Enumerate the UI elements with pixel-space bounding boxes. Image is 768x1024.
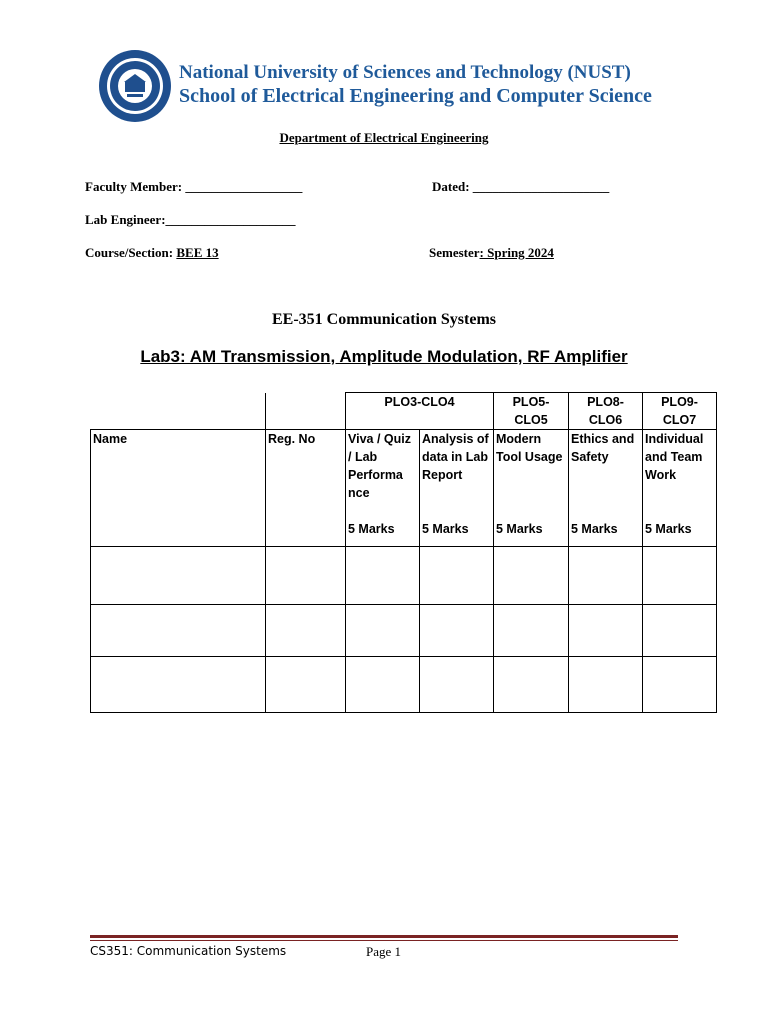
lab-engineer-blank: ____________________ xyxy=(165,212,296,227)
empty-corner-cell xyxy=(266,393,346,430)
table-cell xyxy=(346,657,420,713)
table-cell xyxy=(346,605,420,657)
table-cell xyxy=(643,657,717,713)
course-title: EE-351 Communication Systems xyxy=(271,311,496,328)
table-cell xyxy=(569,605,643,657)
table-cell xyxy=(91,657,266,713)
dated-field xyxy=(432,179,609,195)
footer-rule xyxy=(90,935,678,938)
plo-header-cell: PLO5- CLO5 xyxy=(494,393,569,430)
faculty-member-field xyxy=(85,179,302,195)
column-header-name xyxy=(91,430,266,547)
table-row xyxy=(91,657,717,713)
marks-label: 5 Marks xyxy=(422,522,469,536)
lab-engineer-field xyxy=(85,212,296,228)
column-header-row xyxy=(91,430,717,547)
column-header-label: Reg. No xyxy=(268,432,316,446)
dated-blank: _____________________ xyxy=(472,179,610,194)
table-cell xyxy=(569,547,643,605)
column-header-analysis xyxy=(420,430,494,547)
footer-page-number: Page 1 xyxy=(366,944,402,959)
table-cell xyxy=(420,657,494,713)
plo-header-row xyxy=(91,393,717,430)
course-section-label: Course/Section: xyxy=(85,245,177,260)
column-header-teamwork xyxy=(643,430,717,547)
column-header-label: Viva / Quiz / Lab Performa nce xyxy=(348,432,411,500)
table-cell xyxy=(91,547,266,605)
column-header-ethics xyxy=(569,430,643,547)
table-cell xyxy=(266,547,346,605)
marks-label: 5 Marks xyxy=(645,522,692,536)
department-heading: Department of Electrical Engineering xyxy=(279,130,489,145)
dated-label: Dated: xyxy=(432,179,473,194)
plo-header-cell: PLO9- CLO7 xyxy=(643,393,717,430)
university-name: National University of Sciences and Technology (NUST) xyxy=(179,62,631,83)
lab-engineer-label: Lab Engineer: xyxy=(85,212,166,227)
footer-course-name: CS351: Communication Systems xyxy=(90,944,287,958)
faculty-member-blank: __________________ xyxy=(185,179,303,194)
table-cell xyxy=(420,605,494,657)
marks-table xyxy=(90,392,717,713)
column-header-label: Ethics and Safety xyxy=(571,432,635,464)
column-header-label: Analysis of data in Lab Report xyxy=(422,432,489,482)
plo-header-cell: PLO3-CLO4 xyxy=(346,393,494,430)
column-header-viva xyxy=(346,430,420,547)
table-row xyxy=(91,547,717,605)
course-section-field xyxy=(85,245,219,261)
table-cell xyxy=(266,605,346,657)
column-header-reg-no xyxy=(266,430,346,547)
marks-label: 5 Marks xyxy=(348,522,395,536)
table-cell xyxy=(643,605,717,657)
table-cell xyxy=(643,547,717,605)
lab-title xyxy=(0,347,768,367)
table-cell xyxy=(494,657,569,713)
table-cell xyxy=(569,657,643,713)
column-header-label: Individual and Team Work xyxy=(645,432,704,482)
semester-value: : Spring 2024 xyxy=(479,245,554,260)
table-cell xyxy=(494,605,569,657)
footer-rule xyxy=(90,940,678,941)
faculty-member-label: Faculty Member: xyxy=(85,179,186,194)
marks-label: 5 Marks xyxy=(496,522,543,536)
nust-seal-icon xyxy=(98,49,172,123)
marks-label: 5 Marks xyxy=(571,522,618,536)
table-cell xyxy=(346,547,420,605)
table-cell xyxy=(420,547,494,605)
lab-title-text: Lab3: AM Transmission, Amplitude Modulation, RF Amplifier xyxy=(140,347,628,366)
plo-header-cell: PLO8- CLO6 xyxy=(569,393,643,430)
semester-label: Semester xyxy=(429,245,480,260)
empty-corner-cell xyxy=(91,393,266,430)
table-row xyxy=(91,605,717,657)
table-cell xyxy=(91,605,266,657)
column-header-label: Name xyxy=(93,432,128,446)
column-header-label: Modern Tool Usage xyxy=(496,432,563,464)
table-cell xyxy=(266,657,346,713)
semester-field xyxy=(429,245,554,261)
column-header-modern-tool xyxy=(494,430,569,547)
school-name: School of Electrical Engineering and Computer Science xyxy=(179,85,652,107)
table-cell xyxy=(494,547,569,605)
course-section-value: BEE 13 xyxy=(176,245,219,260)
